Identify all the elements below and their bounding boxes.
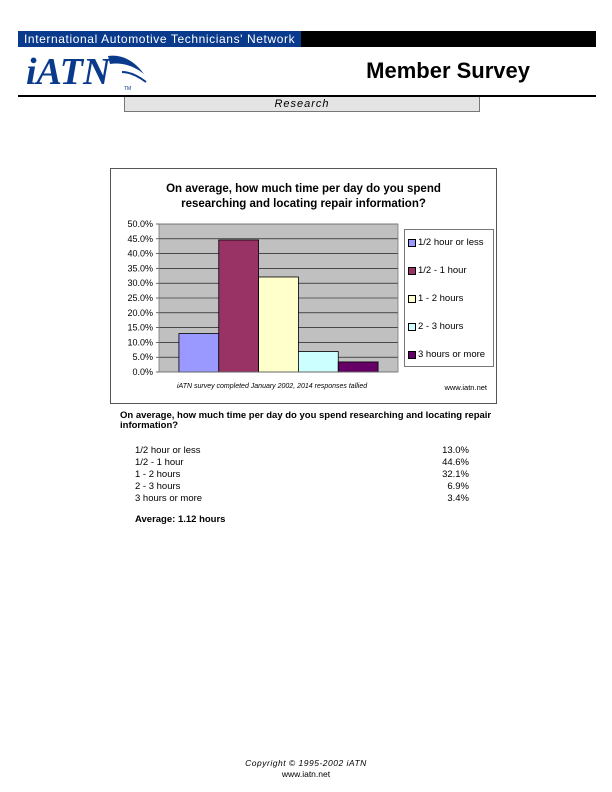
average-result: Average: 1.12 hours	[135, 514, 226, 525]
page-title: Member Survey	[366, 58, 530, 83]
bar	[298, 352, 338, 372]
y-tick-label: 35.0%	[127, 263, 153, 274]
chart-note: iATN survey completed January 2002, 2014 responses tallied	[177, 383, 368, 390]
y-tick-label: 25.0%	[127, 293, 153, 303]
legend-label: 1 - 2 hours	[418, 293, 464, 304]
legend-label: 3 hours or more	[418, 349, 486, 360]
chart-source: www.iatn.net	[444, 383, 487, 392]
section-label: Research	[124, 97, 480, 112]
y-tick-label: 50.0%	[127, 219, 153, 229]
org-name: International Automotive Technicians' Network	[18, 31, 301, 47]
footer	[0, 758, 612, 780]
bar	[259, 277, 299, 372]
result-label: 1/2 hour or less	[135, 445, 201, 456]
iatn-logo	[26, 52, 158, 92]
result-value: 3.4%	[447, 493, 469, 504]
legend-swatch	[408, 267, 416, 275]
bar	[179, 334, 219, 372]
chart-title-line-2: researching and locating repair information?	[181, 198, 426, 210]
bar	[219, 240, 259, 372]
survey-question: On average, how much time per day do you spend researching and locating repair information?	[120, 410, 492, 431]
y-tick-label: 20.0%	[127, 307, 153, 318]
legend-swatch	[408, 351, 416, 359]
results-list	[135, 445, 469, 505]
result-row	[135, 493, 469, 505]
result-label: 2 - 3 hours	[135, 481, 181, 492]
legend-label: 2 - 3 hours	[418, 321, 464, 332]
result-label: 1 - 2 hours	[135, 469, 181, 480]
y-tick-label: 10.0%	[127, 337, 153, 348]
logo-text: iATN	[26, 52, 111, 92]
bar	[338, 362, 378, 372]
legend-label: 1/2 - 1 hour	[418, 265, 467, 276]
y-tick-label: 5.0%	[132, 352, 153, 363]
legend-label: 1/2 hour or less	[418, 237, 484, 248]
legend-swatch	[408, 239, 416, 247]
result-row	[135, 481, 469, 493]
y-tick-label: 30.0%	[127, 278, 153, 289]
result-row	[135, 457, 469, 469]
result-label: 1/2 - 1 hour	[135, 457, 184, 468]
legend-swatch	[408, 323, 416, 331]
y-tick-label: 15.0%	[127, 322, 153, 333]
header-bar	[18, 31, 596, 47]
footer-url: www.iatn.net	[281, 769, 331, 779]
copyright: Copyright © 1995-2002 iATN	[245, 758, 367, 768]
result-row	[135, 469, 469, 481]
result-value: 13.0%	[442, 445, 469, 456]
result-row	[135, 445, 469, 457]
chart-frame	[110, 168, 497, 404]
logo-swoosh-line	[122, 72, 146, 82]
legend-swatch	[408, 295, 416, 303]
chart-title-line-1: On average, how much time per day do you spend	[166, 183, 441, 195]
result-value: 32.1%	[442, 469, 469, 480]
result-label: 3 hours or more	[135, 493, 203, 504]
y-tick-label: 0.0%	[132, 367, 153, 377]
logo-tm: TM	[124, 86, 132, 92]
y-tick-label: 40.0%	[127, 248, 153, 259]
chart-legend	[404, 229, 494, 367]
result-value: 6.9%	[447, 481, 469, 492]
logo-swoosh	[108, 56, 144, 74]
result-value: 44.6%	[442, 457, 469, 468]
y-tick-label: 45.0%	[127, 233, 153, 244]
